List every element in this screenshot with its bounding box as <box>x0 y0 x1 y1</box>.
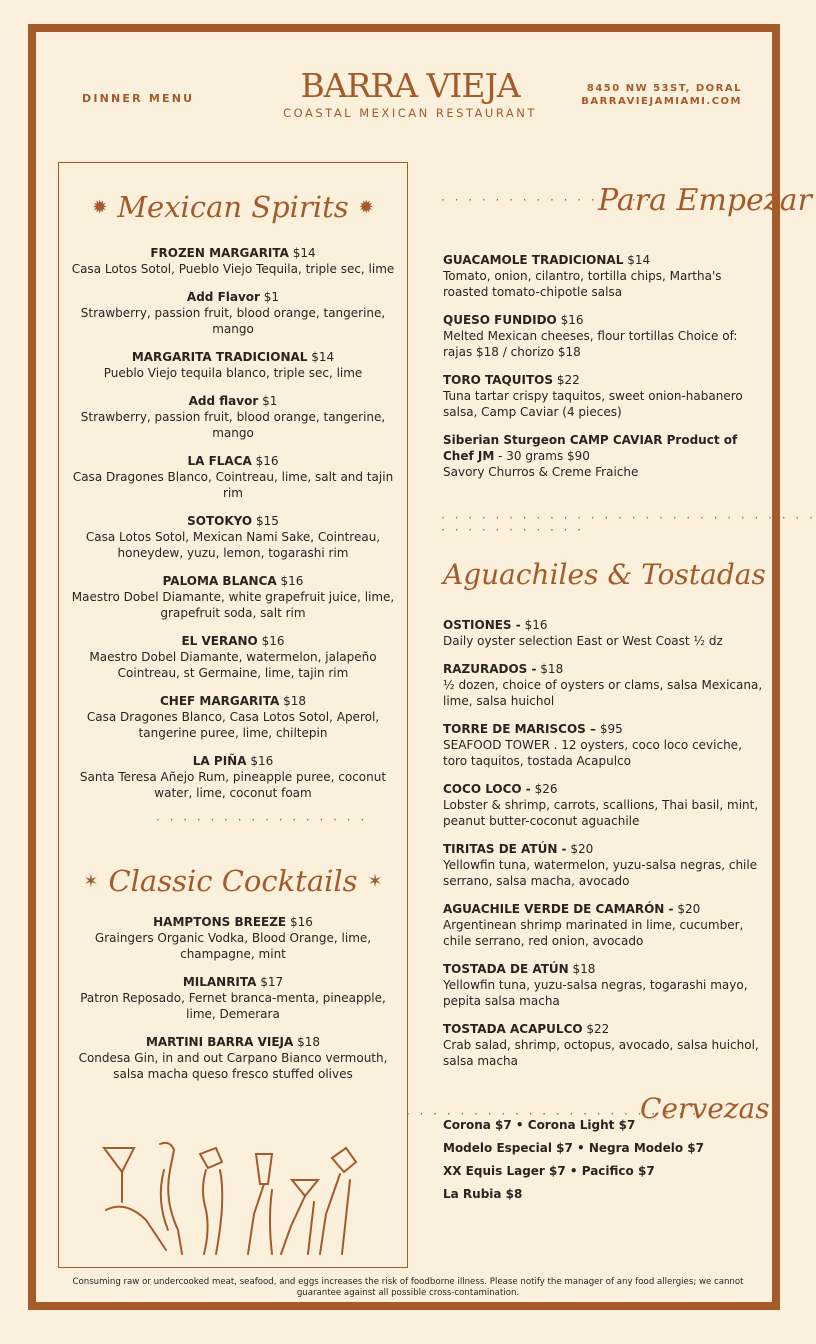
item-description: Casa Lotos Sotol, Mexican Nami Sake, Cointreau, honeydew, yuzu, lemon, togarashi rim <box>85 530 381 560</box>
item-name: Add flavor <box>188 394 259 408</box>
divider-dots: · · · · · · · · · · · · · · · · · · · · · · <box>406 1107 700 1121</box>
item-price: $1 <box>262 394 278 408</box>
item-name: MILANRITA <box>182 975 257 989</box>
address: 8450 NW 53ST, DORAL <box>586 83 742 94</box>
item-description: Tomato, onion, cilantro, tortilla chips, Martha's roasted tomato-chipotle salsa <box>443 269 722 299</box>
aguachiles-title: Aguachiles & Tostadas <box>443 558 766 591</box>
empezar-title: Para Empezar <box>598 183 812 218</box>
aguachiles-list <box>443 617 763 1081</box>
menu-item <box>70 453 396 501</box>
item-description: Strawberry, passion fruit, blood orange, tangerine, mango <box>80 306 386 336</box>
menu-item <box>443 252 763 300</box>
menu-item <box>70 349 396 381</box>
item-price: $16 <box>250 754 274 768</box>
item-name: FROZEN MARGARITA <box>150 246 289 260</box>
menu-item <box>443 961 763 1009</box>
beer-line: Modelo Especial $7 • Negra Modelo $7 <box>443 1141 704 1155</box>
item-name: HAMPTONS BREEZE <box>153 915 287 929</box>
item-price: $15 <box>255 514 279 528</box>
item-name: PALOMA BLANCA <box>162 574 277 588</box>
divider-dots: · · · · · · · · · · · · · · · · · · · · · · · · · · · · · · · · · · · · · · · <box>441 511 816 537</box>
item-name: MARTINI BARRA VIEJA <box>145 1035 294 1049</box>
item-price: $14 <box>627 253 651 267</box>
item-name: CHEF MARGARITA <box>159 694 280 708</box>
item-price: $16 <box>255 454 279 468</box>
item-description: Argentinean shrimp marinated in lime, cucumber, chile serrano, red onion, avocado <box>443 918 744 948</box>
item-price: $18 <box>540 662 564 676</box>
menu-item <box>443 721 763 769</box>
item-description: Maestro Dobel Diamante, white grapefruit juice, lime, grapefruit soda, salt rim <box>71 590 395 620</box>
empezar-list <box>443 252 763 492</box>
item-description: Casa Dragones Blanco, Casa Lotos Sotol, Aperol, tangerine puree, lime, chiltepin <box>86 710 380 740</box>
item-price: $18 <box>283 694 306 708</box>
website: BARRAVIEJAMIAMI.COM <box>581 96 742 107</box>
item-description: Savory Churros & Creme Fraiche <box>443 465 639 479</box>
menu-item <box>70 513 396 561</box>
item-name: LA FLACA <box>187 454 252 468</box>
item-price: $18 <box>572 962 596 976</box>
item-name: TORO TAQUITOS <box>443 373 553 387</box>
item-description: Daily oyster selection East or West Coast ½ dz <box>443 634 723 648</box>
item-price: $17 <box>260 975 284 989</box>
brand-subtitle: COASTAL MEXICAN RESTAURANT <box>283 106 537 120</box>
item-price: $22 <box>586 1022 610 1036</box>
menu-item <box>70 753 396 801</box>
item-price: $14 <box>311 350 335 364</box>
item-price: $16 <box>524 618 548 632</box>
item-price: $18 <box>297 1035 321 1049</box>
item-name: OSTIONES - <box>443 618 521 632</box>
brand-name: BARRA VIEJA <box>300 66 520 105</box>
item-description: Melted Mexican cheeses, flour tortillas Choice of: rajas $18 / chorizo $18 <box>443 329 738 359</box>
item-price: $20 <box>570 842 594 856</box>
star-icon: ✶ <box>367 870 383 892</box>
item-name: AGUACHILE VERDE DE CAMARÓN - <box>443 902 674 916</box>
item-description: ½ dozen, choice of oysters or clams, salsa Mexicana, lime, salsa huichol <box>443 678 763 708</box>
menu-item <box>70 245 396 277</box>
menu-type-label: DINNER MENU <box>82 92 195 105</box>
item-name: Siberian Sturgeon CAMP CAVIAR Product of Chef JM <box>443 433 738 463</box>
item-description: Patron Reposado, Fernet branca-menta, pineapple, lime, Demerara <box>80 991 386 1021</box>
item-price: $14 <box>292 246 316 260</box>
menu-item <box>443 781 763 829</box>
menu-item <box>70 974 396 1022</box>
item-name: QUESO FUNDIDO <box>443 313 557 327</box>
item-description: Casa Lotos Sotol, Pueblo Viejo Tequila, triple sec, lime <box>71 262 395 276</box>
item-description: Crab salad, shrimp, octopus, avocado, salsa huichol, salsa macha <box>443 1038 759 1068</box>
menu-item <box>70 1034 396 1082</box>
item-name: TORRE DE MARISCOS – <box>443 722 596 736</box>
item-price: $26 <box>534 782 558 796</box>
item-name: RAZURADOS - <box>443 662 537 676</box>
cocktails-heading <box>70 864 396 898</box>
beer-list <box>443 1114 763 1206</box>
menu-item <box>70 914 396 962</box>
star-icon: ✶ <box>83 870 99 892</box>
item-description: Pueblo Viejo tequila blanco, triple sec, lime <box>103 366 363 380</box>
foodborne-disclaimer: Consuming raw or undercooked meat, seafood, and eggs increases the risk of foodborne illness. Please notify the manager of any food allergies; we cannot guarantee against all possible cross-contamination. <box>72 1277 744 1298</box>
menu-item <box>443 432 763 480</box>
item-name: COCO LOCO - <box>443 782 531 796</box>
menu-item <box>70 573 396 621</box>
contact-block <box>581 82 742 108</box>
beer-line: Corona $7 • Corona Light $7 <box>443 1118 636 1132</box>
menu-item <box>443 372 763 420</box>
menu-item <box>70 393 396 441</box>
item-description: Lobster & shrimp, carrots, scallions, Thai basil, mint, peanut butter-coconut aguachile <box>443 798 759 828</box>
item-name: TOSTADA ACAPULCO <box>443 1022 583 1036</box>
menu-item <box>70 633 396 681</box>
item-description: Yellowfin tuna, watermelon, yuzu-salsa negras, chile serrano, salsa macha, avocado <box>443 858 758 888</box>
item-price: $22 <box>556 373 580 387</box>
item-name: TIRITAS DE ATÚN - <box>443 842 567 856</box>
item-description: SEAFOOD TOWER . 12 oysters, coco loco ceviche, toro taquitos, tostada Acapulco <box>443 738 742 768</box>
cocktails-title: Classic Cocktails <box>108 864 358 898</box>
item-description: Graingers Organic Vodka, Blood Orange, lime, champagne, mint <box>94 931 372 961</box>
item-price: - 30 grams $90 <box>498 449 590 463</box>
item-description: Casa Dragones Blanco, Cointreau, lime, salt and tajin rim <box>72 470 394 500</box>
item-price: $16 <box>560 313 584 327</box>
menu-item <box>70 693 396 741</box>
sun-icon: ✹ <box>358 196 374 218</box>
cervezas-title: Cervezas <box>640 1092 770 1125</box>
sun-icon: ✹ <box>92 196 108 218</box>
item-name: LA PIÑA <box>192 754 247 768</box>
item-name: SOTOKYO <box>187 514 253 528</box>
item-name: MARGARITA TRADICIONAL <box>131 350 308 364</box>
menu-item <box>443 312 763 360</box>
item-name: Add Flavor <box>186 290 260 304</box>
brand-block <box>260 66 560 121</box>
spirits-title: Mexican Spirits <box>117 190 349 224</box>
menu-item <box>70 289 396 337</box>
beer-line: La Rubia $8 <box>443 1187 523 1201</box>
item-price: $16 <box>261 634 285 648</box>
beer-line: XX Equis Lager $7 • Pacifico $7 <box>443 1164 655 1178</box>
item-description: Strawberry, passion fruit, blood orange, tangerine, mango <box>80 410 386 440</box>
spirits-list <box>70 245 396 813</box>
divider-dots: · · · · · · · · · · · · · · · · <box>156 813 368 827</box>
item-price: $95 <box>599 722 623 736</box>
menu-item <box>443 661 763 709</box>
item-price: $16 <box>280 574 304 588</box>
item-price: $1 <box>263 290 280 304</box>
item-name: GUACAMOLE TRADICIONAL <box>443 253 624 267</box>
item-description: Condesa Gin, in and out Carpano Bianco vermouth, salsa macha queso fresco stuffed olives <box>78 1051 388 1081</box>
item-description: Maestro Dobel Diamante, watermelon, jalapeño Cointreau, st Germaine, lime, tajin rim <box>89 650 377 680</box>
menu-item <box>443 1021 763 1069</box>
menu-item <box>443 841 763 889</box>
item-description: Santa Teresa Añejo Rum, pineapple puree, coconut water, lime, coconut foam <box>79 770 387 800</box>
item-name: EL VERANO <box>181 634 258 648</box>
item-description: Tuna tartar crispy taquitos, sweet onion-habanero salsa, Camp Caviar (4 pieces) <box>443 389 743 419</box>
item-name: TOSTADA DE ATÚN <box>443 962 569 976</box>
menu-item <box>443 617 763 649</box>
cheers-hands-illustration <box>96 1140 376 1260</box>
cocktails-list <box>70 914 396 1094</box>
divider-dots: · · · · · · · · · · · · · · · · <box>441 193 653 207</box>
item-price: $20 <box>677 902 701 916</box>
item-price: $16 <box>289 915 313 929</box>
menu-item <box>443 901 763 949</box>
item-description: Yellowfin tuna, yuzu-salsa negras, togarashi mayo, pepita salsa macha <box>443 978 748 1008</box>
spirits-heading <box>70 190 396 224</box>
